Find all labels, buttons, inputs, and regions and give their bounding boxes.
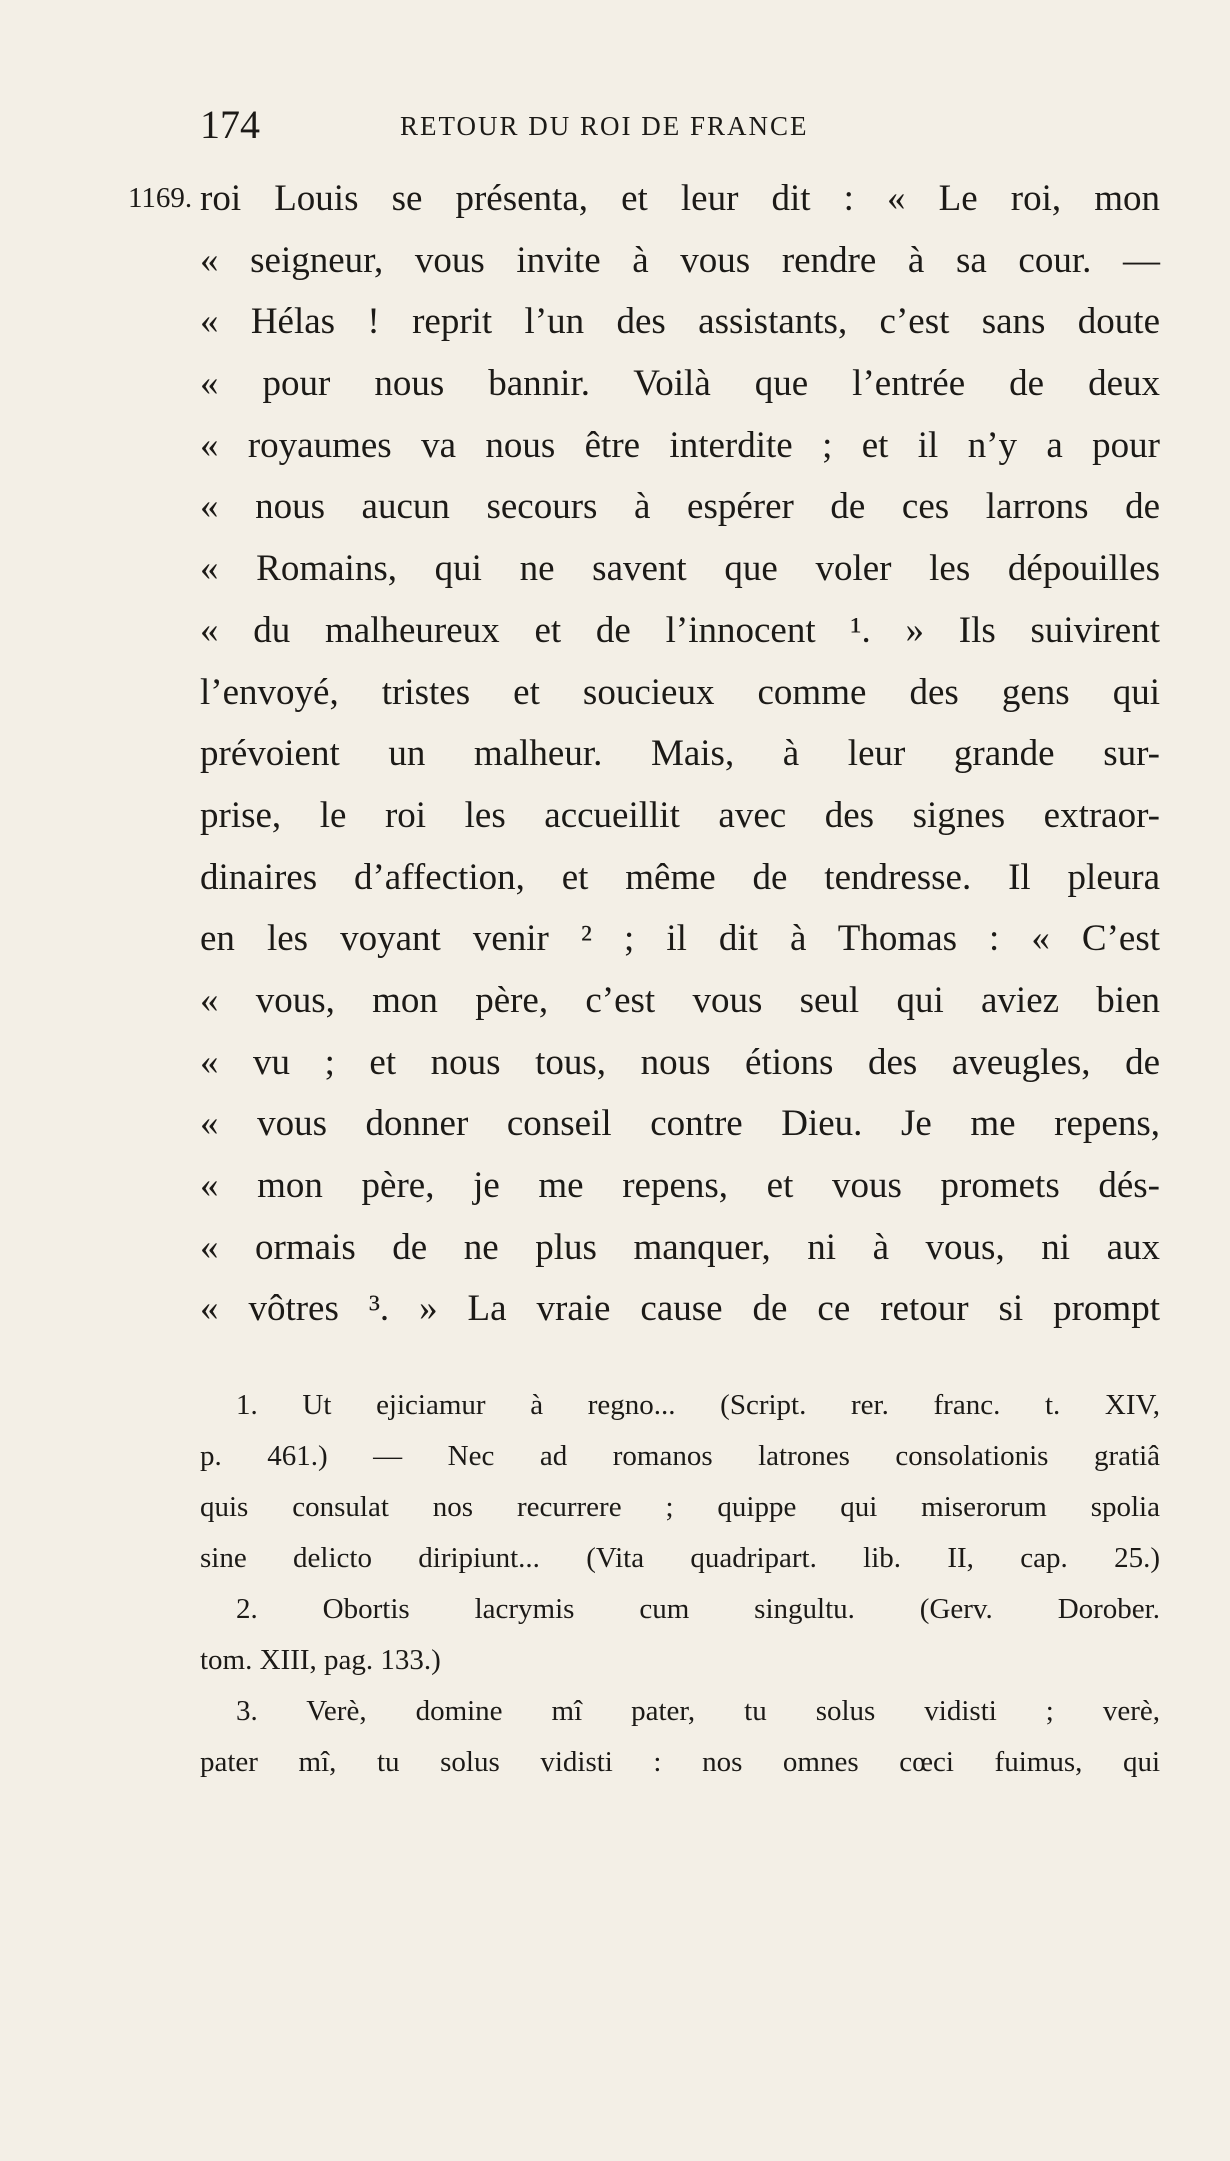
text-line: « vous, mon père, c’est vous seul qui aviez bien [200,979,1160,1021]
footnote-line: 3. Verè, domine mî pater, tu solus vidisti ; verè, [236,1695,1160,1727]
text-line: « vôtres ³. » La vraie cause de ce retour si prompt [200,1288,1160,1330]
running-head: RETOUR DU ROI DE FRANCE [400,111,809,141]
text-line: « vous donner conseil contre Dieu. Je me repens, [200,1103,1160,1145]
text-line: prévoient un malheur. Mais, à leur grande sur- [200,733,1160,775]
text-line: dinaires d’affection, et même de tendresse. Il pleura [200,856,1160,898]
text-line: l’envoyé, tristes et soucieux comme des gens qui [200,671,1160,713]
text-line: « pour nous bannir. Voilà que l’entrée de deux [200,363,1160,405]
footnote-line: 1. Ut ejiciamur à regno... (Script. rer. franc. t. XIV, [236,1389,1160,1421]
text-line: en les voyant venir ² ; il dit à Thomas : « C’est [200,918,1160,960]
text-line: « Romains, qui ne savent que voler les dépouilles [200,548,1160,590]
text-line: roi Louis se présenta, et leur dit : « Le roi, mon [200,178,1160,219]
main-text [200,168,1160,1340]
page-number: 174 [200,102,260,147]
text-line: « mon père, je me repens, et vous promets dés- [200,1165,1160,1206]
page-header [200,100,1060,150]
text-line: « nous aucun secours à espérer de ces larrons de [200,486,1160,528]
footnote-line: sine delicto diripiunt... (Vita quadripart. lib. II, cap. 25.) [200,1542,1160,1574]
footnote-line: quis consulat nos recurrere ; quippe qui miserorum spolia [200,1491,1160,1523]
footnote-line: tom. XIII, pag. 133.) [200,1644,441,1676]
footnote-line: p. 461.) — Nec ad romanos latrones consolationis gratiâ [200,1440,1160,1472]
footnote-line: 2. Obortis lacrymis cum singultu. (Gerv. Dorober. [236,1593,1160,1625]
text-line: « vu ; et nous tous, nous étions des aveugles, de [200,1041,1160,1083]
text-line: prise, le roi les accueillit avec des signes extraor- [200,794,1160,836]
text-line: « ormais de ne plus manquer, ni à vous, ni aux [200,1226,1160,1268]
footnote-line: pater mî, tu solus vidisti : nos omnes cœci fuimus, qui [200,1746,1160,1778]
footnotes [200,1380,1160,1788]
text-line: « du malheureux et de l’innocent ¹. » Ils suivirent [200,609,1160,651]
margin-year-note: 1169. [128,182,193,214]
text-line: « royaumes va nous être interdite ; et il n’y a pour [200,424,1160,466]
text-line: « seigneur, vous invite à vous rendre à sa cour. — [200,239,1160,281]
text-line: « Hélas ! reprit l’un des assistants, c’est sans doute [200,301,1160,343]
